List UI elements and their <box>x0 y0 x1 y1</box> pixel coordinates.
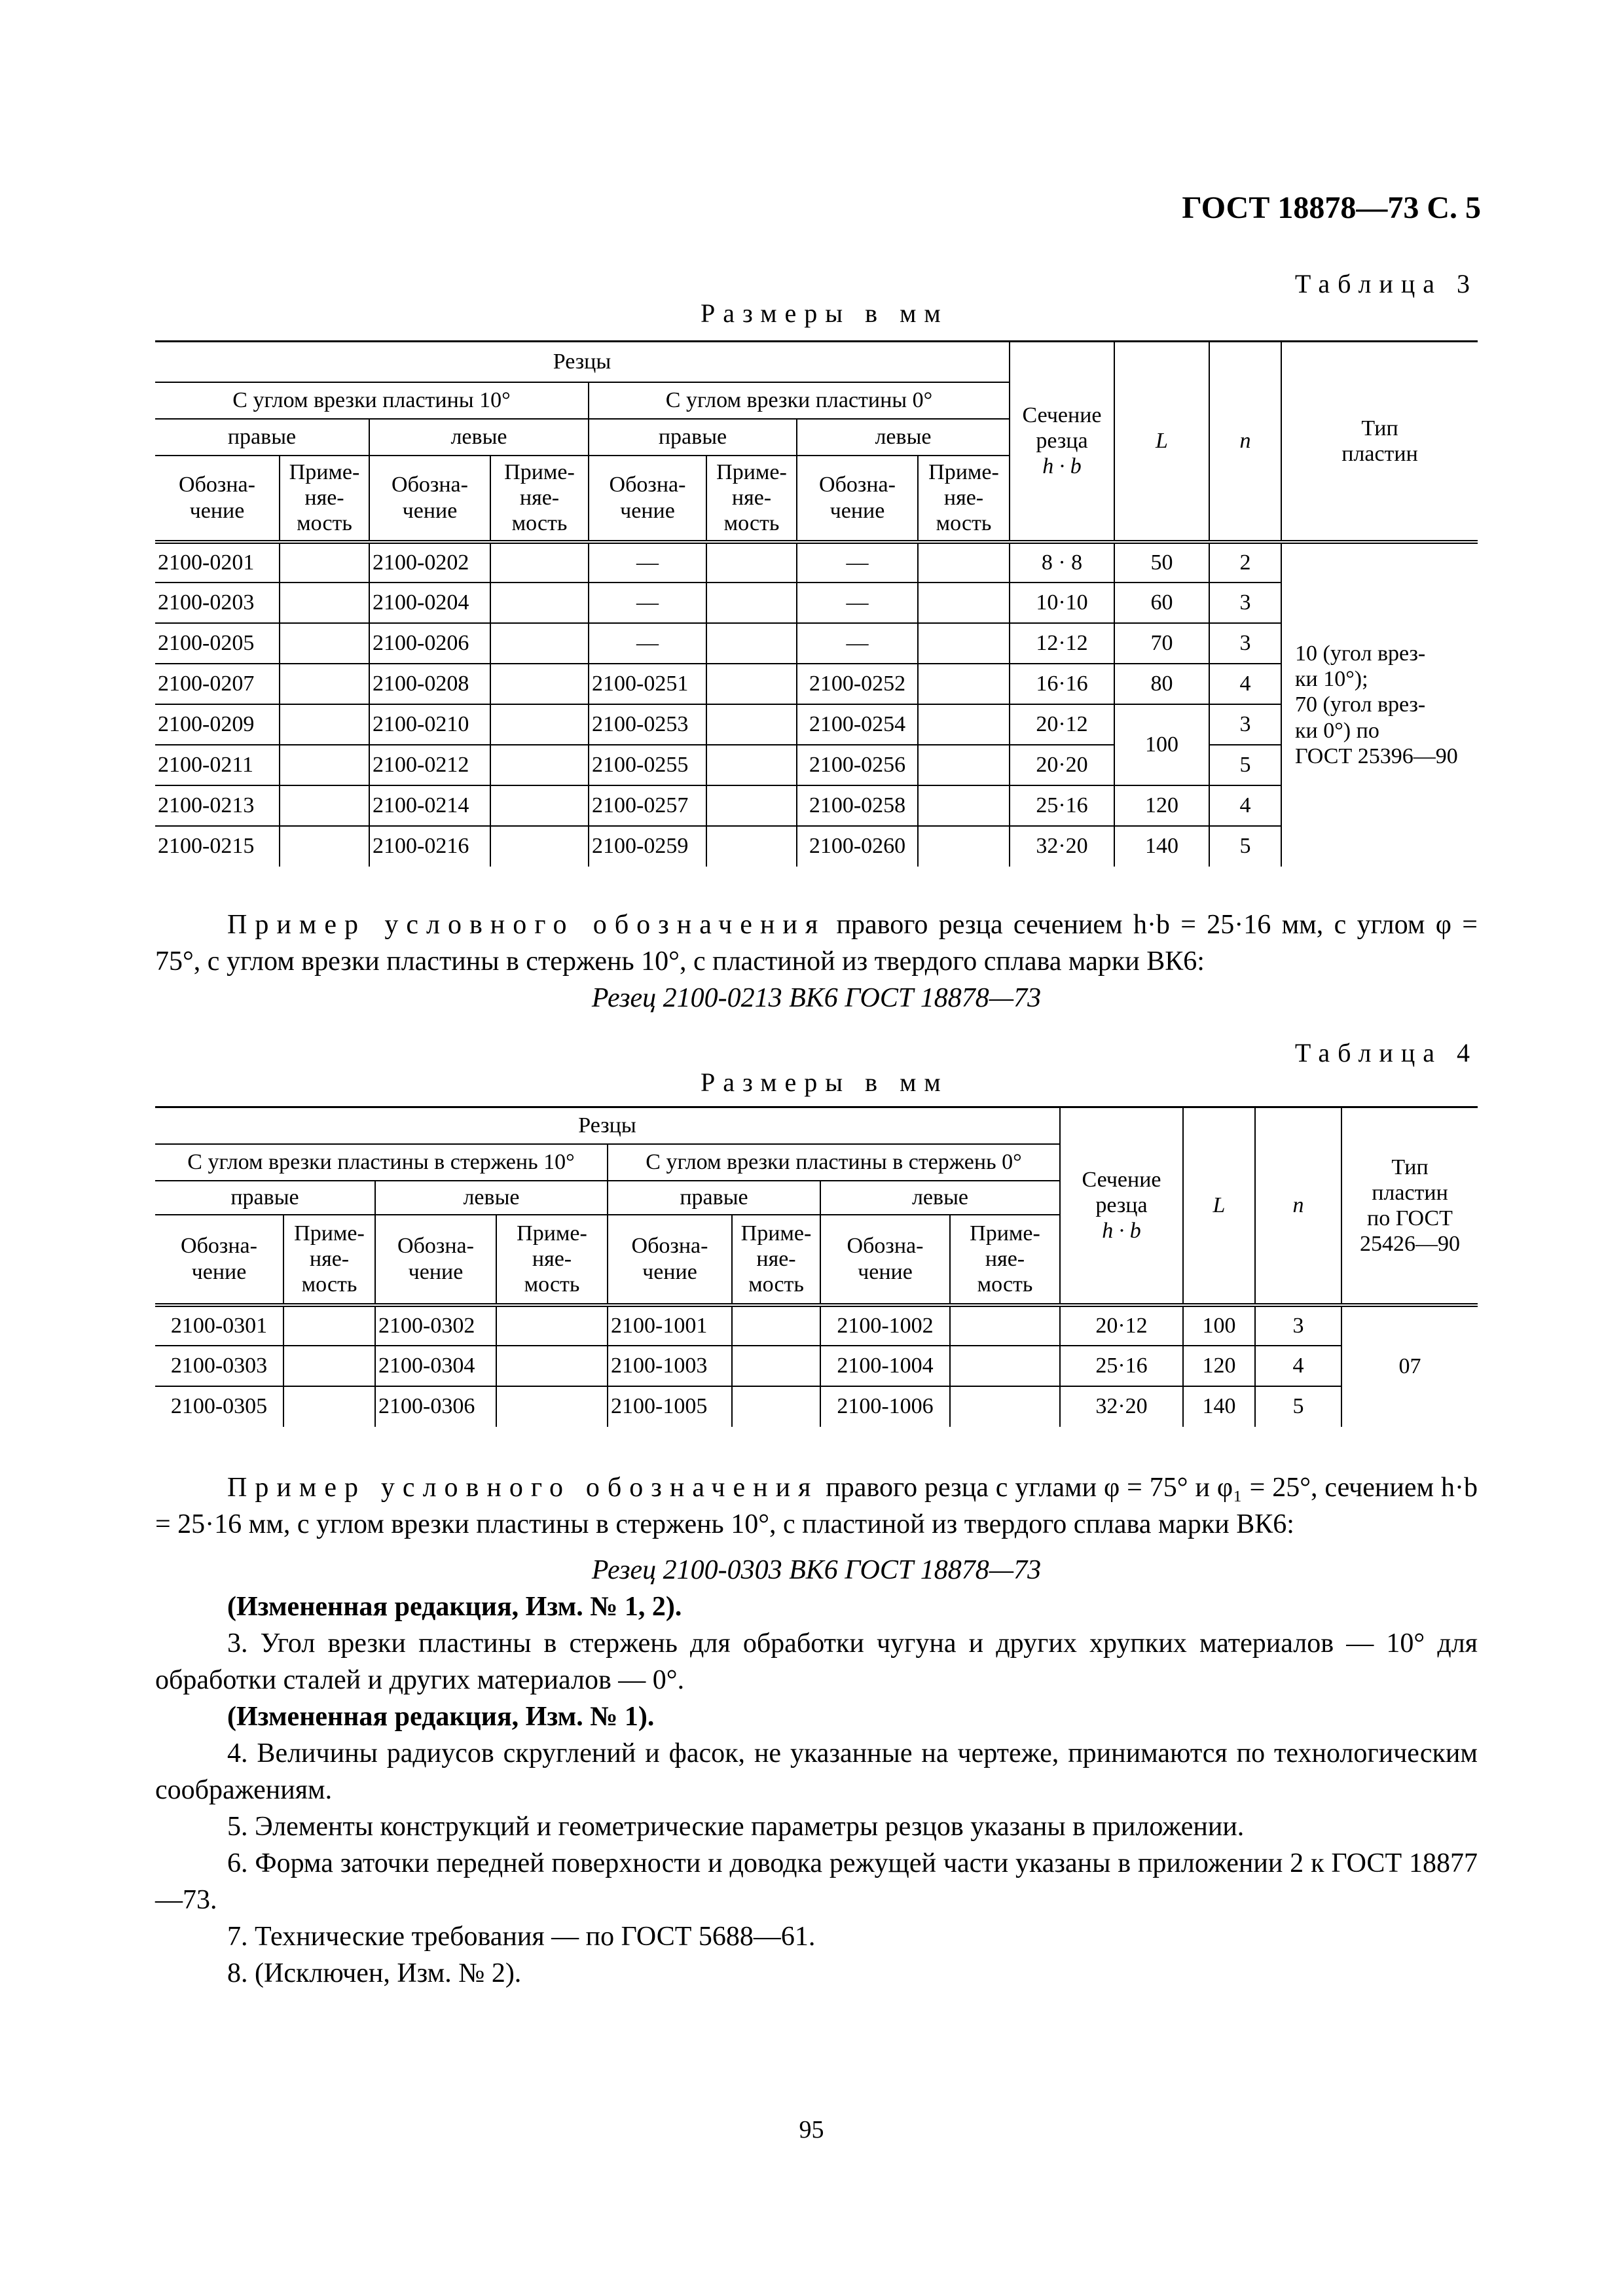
designation-1: Резец 2100-0213 ВК6 ГОСТ 18878—73 <box>591 983 1042 1013</box>
table4-label: Таблица 4 <box>1294 1038 1478 1067</box>
plate-type-value: 07 <box>1341 1305 1478 1427</box>
header-angle-10: С углом врезки пластины в стержень 10° <box>155 1144 608 1181</box>
note-5: 5. Элементы конструкций и геометрические параметры резцов указаны в приложении. <box>227 1812 1245 1842</box>
header-applicability: Приме- няе- мость <box>706 456 797 542</box>
header-designation: Обозна- чение <box>608 1215 732 1305</box>
header-designation: Обозна- чение <box>589 456 706 542</box>
header-L: L <box>1114 342 1209 542</box>
header-designation: Обозна- чение <box>369 456 490 542</box>
header-plate-type: Тип пластин <box>1281 342 1478 542</box>
header-designation: Обозна- чение <box>155 456 280 542</box>
header-plate-type: Тип пластин по ГОСТ 25426—90 <box>1341 1107 1478 1305</box>
header-n: n <box>1209 342 1281 542</box>
table3-units: Размеры в мм <box>701 298 949 328</box>
header-applicability: Приме- няе- мость <box>950 1215 1060 1305</box>
header-applicability: Приме- няе- мость <box>280 456 369 542</box>
table3-label: Таблица 3 <box>1294 269 1478 298</box>
header-applicability: Приме- няе- мость <box>496 1215 608 1305</box>
table-row: 2100-0201 2100-0202 — — 8 · 8 50 2 10 (угол врез- ки 10°); 70 (угол врез- ки 0°) по ГОСТ 25396—90 <box>155 542 1478 583</box>
header-designation: Обозна- чение <box>797 456 918 542</box>
plate-type-value: 10 (угол врез- ки 10°); 70 (угол врез- ки 0°) по ГОСТ 25396—90 <box>1281 542 1478 867</box>
table-row: 2100-0213 2100-0214 2100-0257 2100-0258 25·16 120 4 <box>155 785 1478 826</box>
table-row: 2100-0211 2100-0212 2100-0255 2100-0256 20·20 5 <box>155 745 1478 785</box>
page-number: 95 <box>799 2116 824 2144</box>
header-rezcy: Резцы <box>155 1107 1060 1144</box>
header-left: левые <box>820 1181 1060 1215</box>
note-edit-1: (Измененная редакция, Изм. № 1, 2). <box>227 1592 682 1622</box>
table-4 <box>155 1106 1478 1427</box>
table-row: 2100-0209 2100-0210 2100-0253 2100-0254 20·12 100 3 <box>155 704 1478 745</box>
header-right: правые <box>155 1181 375 1215</box>
example-2: Пример условного обозначения правого резца с углами φ = 75° и φ₁ = 25°, сечением h·b = 25·16 мм, с углом врезки пластины в стержень 10°, с пластиной из твердого сплава марки ВК6: Резец 2100-0303 ВК6 ГОСТ 18878—73 (Измененная редакция, Изм. № 1, 2). 3. Угол врезки пластины в стержень для обработки чугуна и других хрупких материалов — 10° для обработки сталей и других материалов — 0°. (Измененная редакция, Изм. № 1). 4. Величины радиусов скруглений и фасок, не указанные на чертеже, принимаются по технологическим соображениям. 5. Элементы конструкций и геометрические параметры резцов указаны в приложении. 6. Форма заточки передней поверхности и доводка режущей части указаны в приложении 2 к ГОСТ 18877—73. 7. Технические требования — по ГОСТ 5688—61. 8. (Исключен, Изм. № 2). <box>155 1469 1478 1992</box>
page-header: ГОСТ 18878—73 С. 5 <box>1182 190 1481 225</box>
note-3: 3. Угол врезки пластины в стержень для обработки чугуна и других хрупких материалов — 10° для обработки сталей и других материалов — 0°. <box>155 1628 1478 1695</box>
table-3 <box>155 340 1478 867</box>
header-applicability: Приме- няе- мость <box>283 1215 375 1305</box>
table-row: 2100-0305 2100-0306 2100-1005 2100-1006 32·20 140 5 <box>155 1386 1478 1427</box>
note-edit-2: (Измененная редакция, Изм. № 1). <box>227 1702 655 1732</box>
header-angle-0: С углом врезки пластины 0° <box>589 382 1010 419</box>
table-row: 2100-0215 2100-0216 2100-0259 2100-0260 32·20 140 5 <box>155 826 1478 867</box>
header-applicability: Приме- няе- мость <box>918 456 1010 542</box>
designation-2: Резец 2100-0303 ВК6 ГОСТ 18878—73 <box>591 1555 1042 1585</box>
header-section: Сечение резца h · b <box>1060 1107 1183 1305</box>
table-row: 2100-0303 2100-0304 2100-1003 2100-1004 25·16 120 4 <box>155 1346 1478 1386</box>
header-n: n <box>1255 1107 1341 1305</box>
header-section: Сечение резца h · b <box>1010 342 1114 542</box>
header-right: правые <box>589 419 797 456</box>
header-angle-10: С углом врезки пластины 10° <box>155 382 589 419</box>
header-designation: Обозна- чение <box>155 1215 283 1305</box>
header-left: левые <box>375 1181 608 1215</box>
header-left: левые <box>369 419 589 456</box>
header-left: левые <box>797 419 1010 456</box>
header-rezcy: Резцы <box>155 342 1010 382</box>
table-row: 2100-0203 2100-0204 — — 10·10 60 3 <box>155 583 1478 623</box>
table-row: 2100-0207 2100-0208 2100-0251 2100-0252 16·16 80 4 <box>155 664 1478 704</box>
header-applicability: Приме- няе- мость <box>490 456 589 542</box>
header-applicability: Приме- няе- мость <box>732 1215 820 1305</box>
note-4: 4. Величины радиусов скруглений и фасок, не указанные на чертеже, принимаются по технологическим соображениям. <box>155 1738 1478 1805</box>
note-8: 8. (Исключен, Изм. № 2). <box>227 1958 522 1988</box>
table-row: 2100-0301 2100-0302 2100-1001 2100-1002 20·12 100 3 07 <box>155 1305 1478 1346</box>
example-1: Пример условного обозначения правого резца сечением h·b = 25·16 мм, с углом φ = 75°, с углом врезки пластины в стержень 10°, с пластиной из твердого сплава марки ВК6: Резец 2100-0213 ВК6 ГОСТ 18878—73 <box>155 906 1478 1016</box>
header-right: правые <box>155 419 369 456</box>
table-row: 2100-0205 2100-0206 — — 12·12 70 3 <box>155 623 1478 664</box>
header-designation: Обозна- чение <box>375 1215 496 1305</box>
note-7: 7. Технические требования — по ГОСТ 5688—61. <box>227 1922 816 1952</box>
header-L: L <box>1183 1107 1255 1305</box>
note-6: 6. Форма заточки передней поверхности и доводка режущей части указаны в приложении 2 к ГОСТ 18877—73. <box>155 1848 1478 1915</box>
header-angle-0: С углом врезки пластины в стержень 0° <box>608 1144 1060 1181</box>
table4-units: Размеры в мм <box>701 1067 949 1097</box>
header-right: правые <box>608 1181 820 1215</box>
header-designation: Обозна- чение <box>820 1215 950 1305</box>
